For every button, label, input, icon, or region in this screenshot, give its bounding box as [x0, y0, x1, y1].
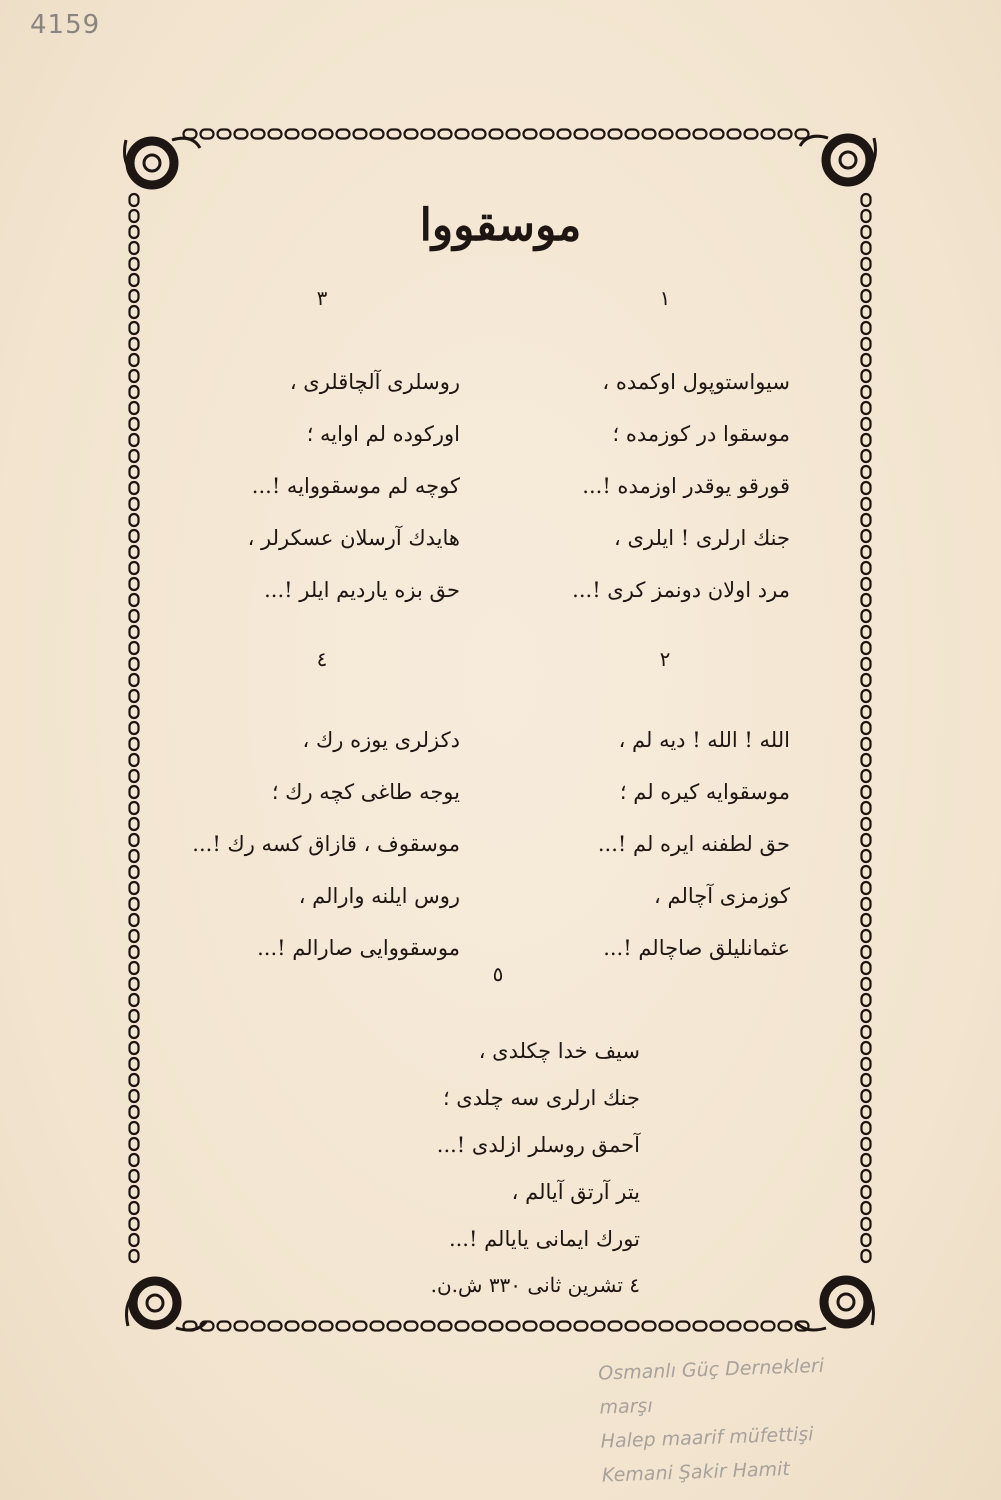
note-line: Kemani Şakir Hamit — [601, 1458, 791, 1487]
stanza-4 — [190, 714, 460, 974]
verse-line: حق لطفنه ایره لم !... — [597, 832, 790, 856]
note-line: Osmanlı Güç Dernekleri — [597, 1354, 825, 1385]
verse-line: سیواستوپول اوكمده ، — [602, 370, 790, 394]
poem-title: موسقووا — [419, 200, 582, 251]
verse-line: كوچه لم موسقووایه !... — [251, 474, 460, 498]
stanza-number: ٢ — [659, 647, 671, 671]
stanza-number: ٤ — [316, 647, 328, 671]
verse-line: یتر آرتق آیالم ، — [511, 1180, 640, 1204]
verse-line: كوزمزی آچالم ، — [654, 884, 790, 908]
verse-line: هایدك آرسلان عسكرلر ، — [247, 526, 460, 550]
verse-line: روس ایلنه وارالم ، — [298, 884, 460, 908]
verse-line: دكزلری یوزه رك ، — [302, 728, 460, 752]
verse-line: روسلری آلچاقلری ، — [289, 370, 460, 394]
verse-line: سیف خدا چكلدی ، — [478, 1039, 640, 1063]
bottom-right-corner — [796, 1280, 874, 1330]
verse-line: آحمق روسلر ازلدی !... — [436, 1133, 640, 1157]
verse-line: یوجه طاغی كچه رك ؛ — [271, 780, 460, 804]
verse-line: موسقوایه كیره لم ؛ — [619, 780, 790, 804]
verse-line: موسقوا در كوزمده ؛ — [612, 422, 790, 446]
verse-line: تورك ایمانی یایالم !... — [448, 1227, 640, 1251]
stanza-2 — [520, 714, 790, 974]
verse-line: اوركوده لم اوایه ؛ — [306, 422, 460, 446]
date-line: ٤ تشرین ثانی ٣٣٠ ش.ن. — [430, 1273, 640, 1297]
verse-line: مرد اولان دونمز كری !... — [572, 578, 790, 602]
verse-line: قورقو یوقدر اوزمده !... — [582, 474, 790, 498]
stanza-3 — [190, 356, 460, 616]
verse-line: موسقووایی صارالم !... — [257, 936, 460, 960]
verse-line: حق بزه یاردیم ایلر !... — [264, 578, 460, 602]
stanza-5 — [340, 1028, 640, 1307]
verse-line: الله ! الله ! دیه لم ، — [618, 728, 790, 752]
note-line: Halep maarif müfettişi — [600, 1423, 814, 1453]
archive-number: 4159 — [30, 10, 101, 40]
note-line: marşı — [599, 1394, 654, 1419]
verse-line: جنك ارلری سه چلدی ؛ — [442, 1086, 640, 1110]
handwritten-note — [598, 1343, 983, 1492]
verse-line: جنك ارلری ! ایلری ، — [614, 526, 790, 550]
verse-line: موسقوف ، قازاق كسه رك !... — [192, 832, 460, 856]
verse-line: عثمانلیلق صاچالم !... — [603, 936, 790, 960]
stanza-1 — [520, 356, 790, 616]
bottom-left-corner — [127, 1281, 207, 1330]
stanza-number: ٣ — [316, 286, 328, 310]
stanza-number: ١ — [659, 286, 671, 310]
stanza-number: ٥ — [492, 962, 504, 986]
